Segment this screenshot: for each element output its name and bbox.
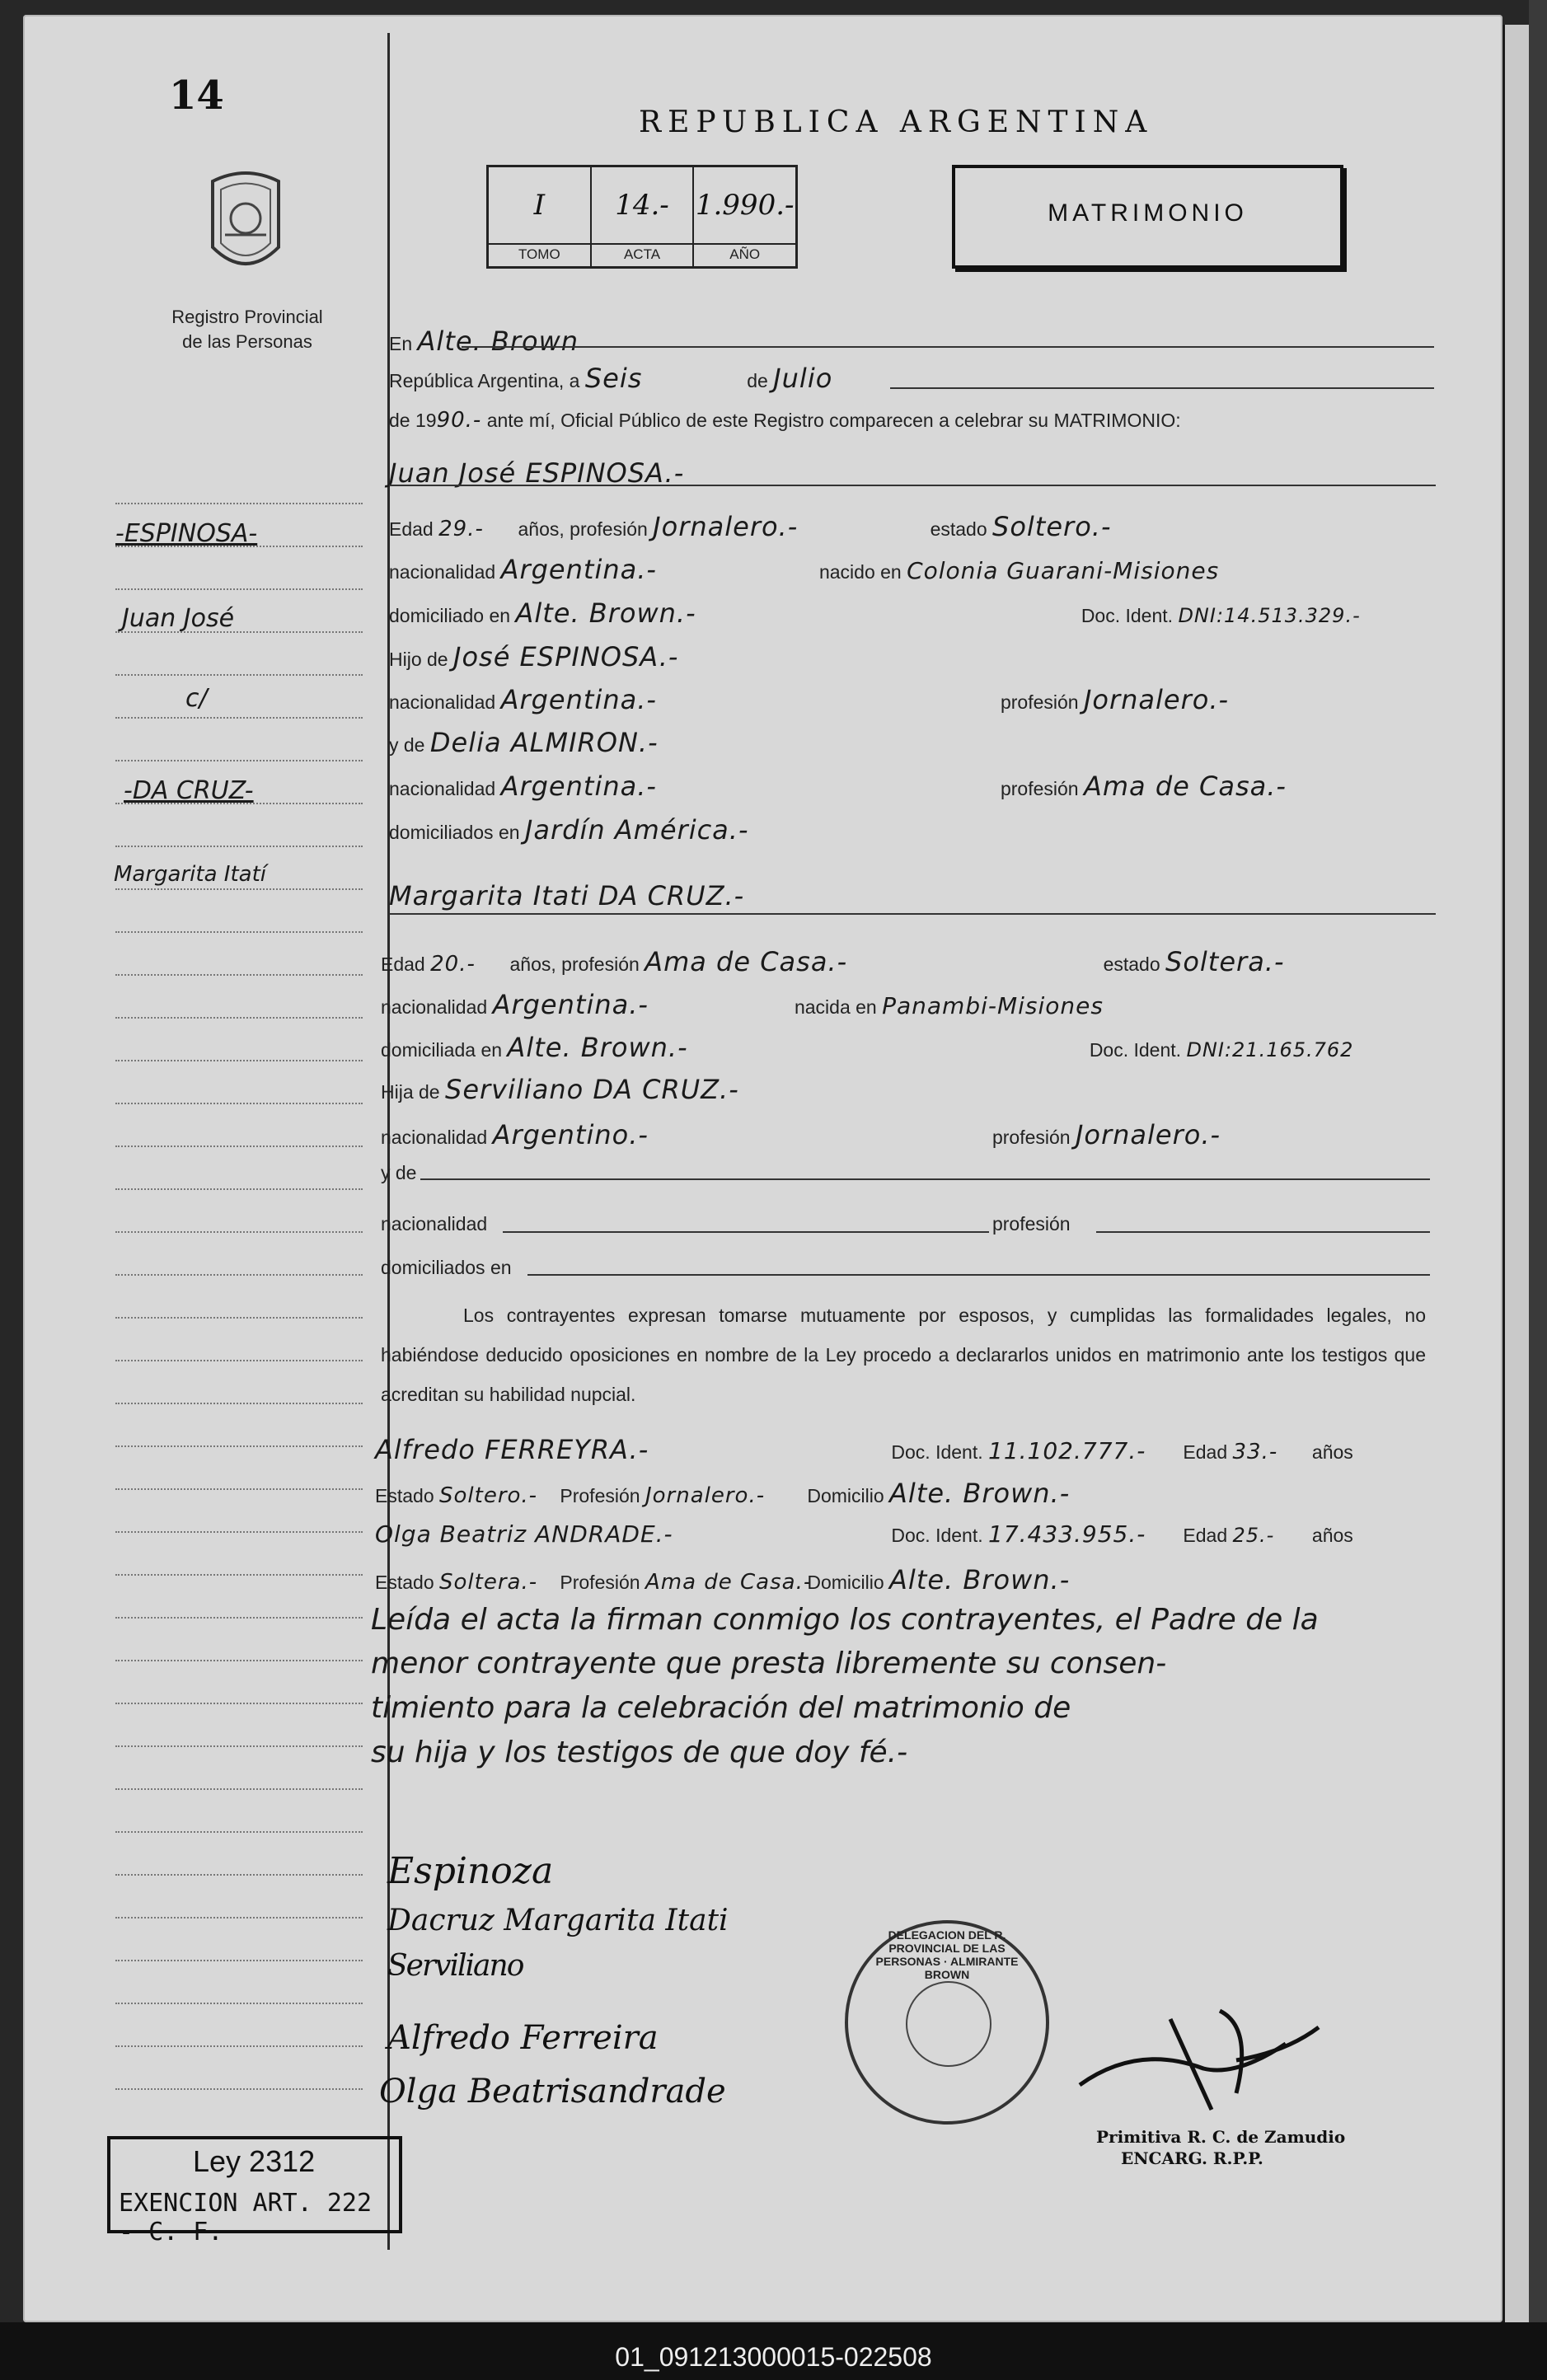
margin-dotted-line: [115, 1403, 363, 1404]
margin-dotted-line: [115, 1574, 363, 1576]
groom-address-line: domiciliado en Alte. Brown.- Doc. Ident. DNI:14.513.329.-: [389, 597, 1361, 629]
bride-mother-nat-line: nacionalidad profesión: [381, 1213, 1071, 1235]
margin-dotted-line: [115, 1960, 363, 1961]
rule: [890, 387, 1434, 389]
groom-nationality-line: nacionalidad Argentina.- nacido en Colonia Guarani-Misiones: [389, 554, 1220, 585]
margin-note-bride-surname: -DA CRUZ-: [124, 776, 254, 805]
bride-nationality-line: nacionalidad Argentina.- nacida en Panambi-Misiones: [381, 989, 1104, 1020]
margin-dotted-line: [115, 717, 363, 719]
margin-dotted-line: [115, 1917, 363, 1919]
margin-dotted-line: [115, 1831, 363, 1833]
margin-dotted-line: [115, 1017, 363, 1019]
closing-line-3: timiento para la celebración del matrimonio de: [371, 1691, 1071, 1725]
bride-parents-address-line: domiciliados en: [381, 1257, 512, 1278]
bride-father-nat-line: nacionalidad Argentino.- profesión Jornalero.-: [381, 1119, 1221, 1150]
groom-age-line: Edad 29.- años, profesión Jornalero.- estado Soltero.-: [389, 511, 1112, 542]
witness1-line: Alfredo FERREYRA.- Doc. Ident. 11.102.777.- Edad 33.- años: [375, 1434, 1353, 1465]
margin-dotted-line: [115, 1745, 363, 1747]
acta-cell: 14.- ACTA: [592, 167, 695, 266]
margin-dotted-line: [115, 1231, 363, 1233]
margin-dotted-line: [115, 1145, 363, 1147]
margin-dotted-line: [115, 1317, 363, 1319]
bride-name: Margarita Itati DA CRUZ.-: [389, 880, 745, 911]
margin-dotted-line: [115, 674, 363, 676]
margin-dotted-line: [115, 1060, 363, 1061]
margin-dotted-line: [115, 974, 363, 976]
provincial-seal-icon: [196, 165, 295, 280]
margin-note-groom-surname: -ESPINOSA-: [115, 519, 258, 548]
signature-witness2: Olga Beatrisandrade: [379, 2073, 726, 2111]
stamp-seal-icon: [906, 1981, 991, 2067]
groom-name: Juan José ESPINOSA.-: [389, 457, 685, 489]
groom-mother-nat-line: nacionalidad Argentina.- profesión Ama de Casa.-: [389, 771, 1287, 802]
margin-dotted-line: [115, 1360, 363, 1361]
margin-dotted-line: [115, 1103, 363, 1104]
margin-dotted-line: [115, 503, 363, 504]
groom-parents-address-line: domiciliados en Jardín América.-: [389, 814, 749, 846]
scan-id: 01_091213000015-022508: [615, 2342, 932, 2372]
exemption-stamp: Ley 2312 EXENCION ART. 222 - C. F.: [107, 2136, 402, 2233]
bride-address-line: domiciliada en Alte. Brown.- Doc. Ident. DNI:21.165.762: [381, 1032, 1354, 1063]
registry-stamp: DELEGACION DEL R. PROVINCIAL DE LAS PERSONAS · ALMIRANTE BROWN: [845, 1920, 1049, 2125]
margin-dotted-line: [115, 1703, 363, 1704]
margin-note-groom-name: Juan José: [122, 604, 235, 633]
signature-bride: Dacruz Margarita Itati: [387, 1904, 729, 1937]
margin-dotted-line: [115, 2003, 363, 2004]
rule: [389, 913, 1436, 915]
page-number: 14: [169, 73, 224, 119]
margin-dotted-line: [115, 1788, 363, 1790]
document-type-box: MATRIMONIO: [952, 165, 1343, 269]
record-number-box: [486, 165, 798, 269]
rule: [527, 1274, 1430, 1276]
country-title: REPUBLICA ARGENTINA: [639, 105, 1154, 139]
margin-dotted-line: [115, 931, 363, 933]
closing-line-4: su hija y los testigos de que doy fé.-: [371, 1736, 908, 1769]
closing-line-2: menor contrayente que presta libremente su consen-: [371, 1647, 1167, 1680]
rule: [1096, 1231, 1430, 1233]
witness1-details-line: Estado Soltero.- Profesión Jornalero.- Domicilio Alte. Brown.-: [375, 1478, 1071, 1509]
bride-mother-line: y de: [381, 1162, 417, 1183]
margin-dotted-line: [115, 888, 363, 890]
rule: [503, 1231, 989, 1233]
bride-name-line: [389, 880, 744, 911]
bride-father-line: Hija de Serviliano DA CRUZ.-: [381, 1074, 739, 1105]
margin-dotted-line: [115, 1617, 363, 1619]
groom-father-nat-line: nacionalidad Argentina.- profesión Jornalero.-: [389, 684, 1230, 715]
rule: [389, 485, 1436, 486]
signature-witness1: Alfredo Ferreira: [387, 2019, 659, 2057]
document-page: [23, 15, 1502, 2322]
witness2-line: Olga Beatriz ANDRADE.- Doc. Ident. 17.433.955.- Edad 25.- años: [375, 1520, 1353, 1548]
intro-line-place: En Alte. Brown: [389, 326, 579, 357]
groom-mother-line: y de Delia ALMIRON.-: [389, 727, 659, 758]
bride-age-line: Edad 20.- años, profesión Ama de Casa.- estado Soltera.-: [381, 946, 1285, 977]
month-value: Julio: [773, 363, 833, 394]
place-value: Alte. Brown: [417, 326, 579, 357]
margin-note-con: c/: [185, 684, 208, 713]
groom-father-line: Hijo de José ESPINOSA.-: [389, 641, 679, 672]
intro-line-year: de 1990.- ante mí, Oficial Público de este Registro comparecen a celebrar su MATRIMONIO:: [389, 408, 1181, 433]
official-signature-icon: [1071, 1994, 1327, 2118]
year-value: 90.-: [436, 408, 482, 433]
margin-dotted-line: [115, 1188, 363, 1190]
ano-cell: 1.990.- AÑO: [695, 189, 795, 262]
witness2-details-line: Estado Soltera.- Profesión Ama de Casa.- Domicilio Alte. Brown.-: [375, 1564, 1071, 1595]
declaration-text: Los contrayentes expresan tomarse mutuamente por esposos, y cumplidas las formalidades legales, no habiéndose deducido oposiciones en nombre de la Ley procedo a declararlos unidos en matrimonio ante los testigos que acreditan su habilidad nupcial.: [381, 1305, 1426, 1405]
closing-line-1: Leída el acta la firman conmigo los contrayentes, el Padre de la: [371, 1603, 1319, 1637]
registry-name: Registro Provincial de las Personas: [171, 307, 323, 352]
margin-dotted-line: [115, 1531, 363, 1533]
binding-edge: [1502, 25, 1531, 2324]
rule: [420, 1178, 1430, 1180]
scan-border: [1529, 0, 1547, 2380]
margin-dotted-line: [115, 1660, 363, 1661]
margin-dotted-line: [115, 1874, 363, 1876]
day-value: Seis: [584, 363, 643, 394]
rule: [462, 346, 1434, 348]
intro-line-date: República Argentina, a Seis de Julio: [389, 363, 833, 394]
official-name: Primitiva R. C. de Zamudio ENCARG. R.P.P.: [1096, 2127, 1346, 2168]
margin-dotted-line: [115, 846, 363, 847]
margin-dotted-line: [115, 1274, 363, 1276]
margin-dotted-line: [115, 1445, 363, 1447]
margin-dotted-line: [115, 2088, 363, 2090]
margin-dotted-line: [115, 588, 363, 590]
margin-dotted-line: [115, 2045, 363, 2047]
tomo-cell: I TOMO: [489, 167, 592, 266]
margin-dotted-line: [115, 760, 363, 761]
signature-groom: Espinoza: [387, 1850, 554, 1892]
margin-note-bride-name: Margarita Itatí: [114, 862, 267, 887]
signature-father: Serviliano: [387, 1949, 523, 1983]
margin-dotted-line: [115, 1488, 363, 1490]
